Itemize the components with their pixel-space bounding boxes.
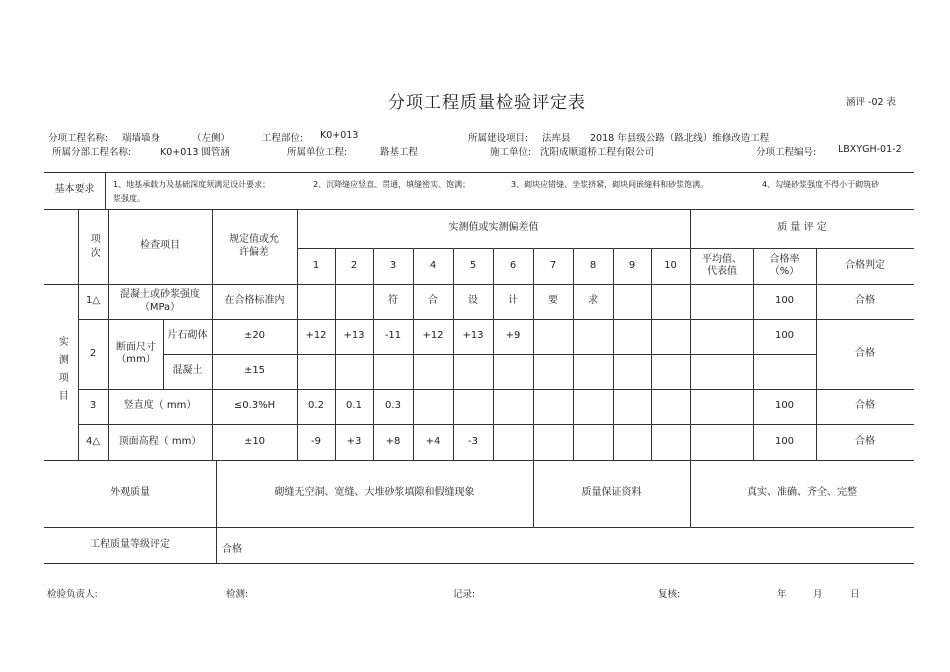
footer-review: 复核: bbox=[658, 589, 681, 600]
footer-record: 记录: bbox=[453, 589, 476, 600]
construction-value: 法库县 bbox=[542, 133, 571, 144]
row-value: 求 bbox=[588, 295, 598, 307]
footer-detect: 检测: bbox=[226, 589, 249, 600]
contractor-value: 沈阳成顺道桥工程有限公司 bbox=[540, 147, 655, 158]
form-code: 涵评 -02 表 bbox=[846, 97, 897, 108]
row-judge: 合格 bbox=[855, 400, 875, 412]
row-value bbox=[651, 389, 690, 424]
header-quality: 质 量 评 定 bbox=[777, 222, 827, 234]
row-judge: 合格 bbox=[855, 347, 875, 359]
col-header-3: 3 bbox=[389, 259, 397, 271]
unit-project-label: 所属单位工程: bbox=[287, 147, 348, 158]
row-value: 符 bbox=[388, 295, 398, 307]
row-value: -9 bbox=[311, 435, 321, 447]
sub-project-value: K0+013 圆管涵 bbox=[160, 147, 230, 158]
row-value bbox=[413, 389, 453, 424]
row-value: +12 bbox=[422, 330, 444, 342]
row-value bbox=[413, 354, 453, 389]
row-value bbox=[613, 424, 651, 460]
contractor-label: 施工单位: bbox=[490, 147, 532, 158]
row-value bbox=[651, 284, 690, 319]
row-value: 计 bbox=[508, 295, 518, 307]
construction-project: 2018 年县级公路（路北线）维修改造工程 bbox=[590, 133, 770, 144]
basic-req-item-2: 2、沉降缝应竖直、贯通，填缝密实、饱满； bbox=[313, 180, 471, 189]
col-header-5: 5 bbox=[469, 259, 477, 271]
row-value: 0.3 bbox=[385, 400, 401, 412]
row-value bbox=[651, 319, 690, 354]
doc-text: 真实、准确、齐全、完整 bbox=[747, 487, 857, 499]
row-value: +8 bbox=[385, 435, 401, 447]
part-label: 工程部位: bbox=[262, 133, 304, 144]
project-side: （左侧） bbox=[192, 133, 231, 144]
col-header-8: 8 bbox=[589, 259, 597, 271]
row-value bbox=[533, 319, 573, 354]
row-spec: 在合格标准内 bbox=[224, 295, 285, 307]
row-spec: ≤0.3%H bbox=[233, 400, 276, 412]
row-rate: 100 bbox=[774, 435, 795, 447]
appearance-label: 外观质量 bbox=[110, 487, 150, 499]
row-check-item: 顶面高程（ mm） bbox=[118, 435, 202, 447]
row-spec: ±15 bbox=[243, 365, 266, 377]
doc-label: 质量保证资料 bbox=[581, 487, 642, 499]
row-check-item: 竖直度（ mm） bbox=[123, 400, 197, 412]
row-value bbox=[373, 354, 413, 389]
row-rate: 100 bbox=[774, 295, 795, 307]
col-header-7: 7 bbox=[549, 259, 557, 271]
code-label: 分项工程编号: bbox=[756, 147, 817, 158]
row-value: -11 bbox=[384, 330, 402, 342]
row-no: 3 bbox=[89, 400, 97, 412]
row-spec: ±20 bbox=[243, 330, 266, 342]
row-value bbox=[651, 424, 690, 460]
basic-req-label: 基本要求 bbox=[54, 184, 95, 196]
row-value bbox=[613, 284, 651, 319]
row-value bbox=[651, 354, 690, 389]
row-value bbox=[453, 354, 493, 389]
row-spec: ±10 bbox=[243, 435, 266, 447]
row-sub-item: 片石砌体 bbox=[167, 330, 208, 342]
row-value bbox=[573, 354, 613, 389]
row-sub-item: 混凝土 bbox=[172, 365, 203, 377]
row-value bbox=[573, 424, 613, 460]
col-header-10: 10 bbox=[664, 259, 677, 271]
construction-label: 所属建设项目: bbox=[468, 133, 529, 144]
row-no: 1△ bbox=[85, 295, 101, 307]
grade-label: 工程质量等级评定 bbox=[90, 538, 170, 550]
footer-inspector: 检验负责人: bbox=[47, 589, 98, 600]
row-rate: 100 bbox=[774, 330, 795, 342]
row-value bbox=[533, 389, 573, 424]
row-value: +3 bbox=[346, 435, 362, 447]
header-spec: 规定值或允许偏差 bbox=[229, 234, 279, 258]
header-avg: 平均值、代表值 bbox=[702, 253, 742, 277]
row-no: 4△ bbox=[85, 435, 101, 447]
row-judge: 合格 bbox=[855, 295, 875, 307]
row-value: -3 bbox=[468, 435, 478, 447]
row-value: 设 bbox=[468, 295, 478, 307]
row-judge: 合格 bbox=[855, 435, 875, 447]
header-item-no: 项次 bbox=[88, 232, 100, 261]
col-header-1: 1 bbox=[312, 259, 320, 271]
basic-req-item-3: 3、砌块应错缝、坐浆挤紧，砌块间嵌缝料和砂浆饱满。 bbox=[511, 180, 709, 189]
page-title: 分项工程质量检验评定表 bbox=[388, 93, 586, 113]
header-rate: 合格率（%） bbox=[769, 253, 800, 277]
row-value bbox=[613, 354, 651, 389]
row-check-item: 断面尺寸（mm） bbox=[116, 341, 156, 365]
part-value: K0+013 bbox=[320, 130, 359, 141]
col-header-4: 4 bbox=[429, 259, 437, 271]
row-value: 0.2 bbox=[308, 400, 324, 412]
row-value: 合 bbox=[428, 295, 438, 307]
row-value bbox=[573, 389, 613, 424]
row-value: +13 bbox=[343, 330, 365, 342]
row-no: 2 bbox=[89, 347, 97, 359]
project-name: 端墙墙身 bbox=[122, 133, 161, 144]
footer-year: 年 bbox=[777, 589, 787, 600]
row-value bbox=[453, 389, 493, 424]
row-value bbox=[533, 424, 573, 460]
appearance-text: 砌缝无空洞、宽缝、大堆砂浆填隙和假缝现象 bbox=[274, 487, 475, 499]
side-label: 实测项目 bbox=[56, 336, 68, 408]
basic-req-item-4: 4、勾缝砂浆强度不得小于砌筑砂 bbox=[762, 180, 880, 189]
row-value bbox=[613, 389, 651, 424]
row-value bbox=[297, 354, 335, 389]
row-value: +12 bbox=[305, 330, 327, 342]
row-rate bbox=[753, 354, 816, 389]
row-value: +9 bbox=[505, 330, 521, 342]
row-check-item: 混凝土或砂浆强度（MPa） bbox=[120, 289, 200, 313]
footer-day: 日 bbox=[850, 589, 860, 600]
row-value: 要 bbox=[548, 295, 558, 307]
row-value bbox=[493, 354, 533, 389]
basic-req-item-1: 1、地基承载力及基础深度须满足设计要求； bbox=[113, 180, 271, 189]
unit-project-value: 路基工程 bbox=[380, 147, 419, 158]
row-value bbox=[335, 284, 373, 319]
row-value bbox=[297, 284, 335, 319]
header-measured: 实测值或实测偏差值 bbox=[448, 222, 539, 234]
row-value: +13 bbox=[462, 330, 484, 342]
project-name-label: 分项工程名称: bbox=[48, 133, 109, 144]
header-judge: 合格判定 bbox=[845, 259, 885, 271]
footer-month: 月 bbox=[813, 589, 823, 600]
sub-project-label: 所属分部工程名称: bbox=[52, 147, 132, 158]
header-check-item: 检查项目 bbox=[140, 240, 180, 252]
row-value: +4 bbox=[425, 435, 441, 447]
row-value bbox=[493, 424, 533, 460]
code-value: LBXYGH-01-2 bbox=[838, 144, 902, 155]
row-value bbox=[335, 354, 373, 389]
col-header-2: 2 bbox=[350, 259, 358, 271]
row-value bbox=[573, 319, 613, 354]
row-rate: 100 bbox=[774, 400, 795, 412]
grade-value: 合格 bbox=[222, 544, 242, 555]
col-header-6: 6 bbox=[509, 259, 517, 271]
row-value bbox=[493, 389, 533, 424]
row-value: 0.1 bbox=[346, 400, 362, 412]
basic-req-item-4-cont: 浆强度。 bbox=[113, 194, 145, 203]
col-header-9: 9 bbox=[628, 259, 636, 271]
row-value bbox=[533, 354, 573, 389]
row-value bbox=[613, 319, 651, 354]
